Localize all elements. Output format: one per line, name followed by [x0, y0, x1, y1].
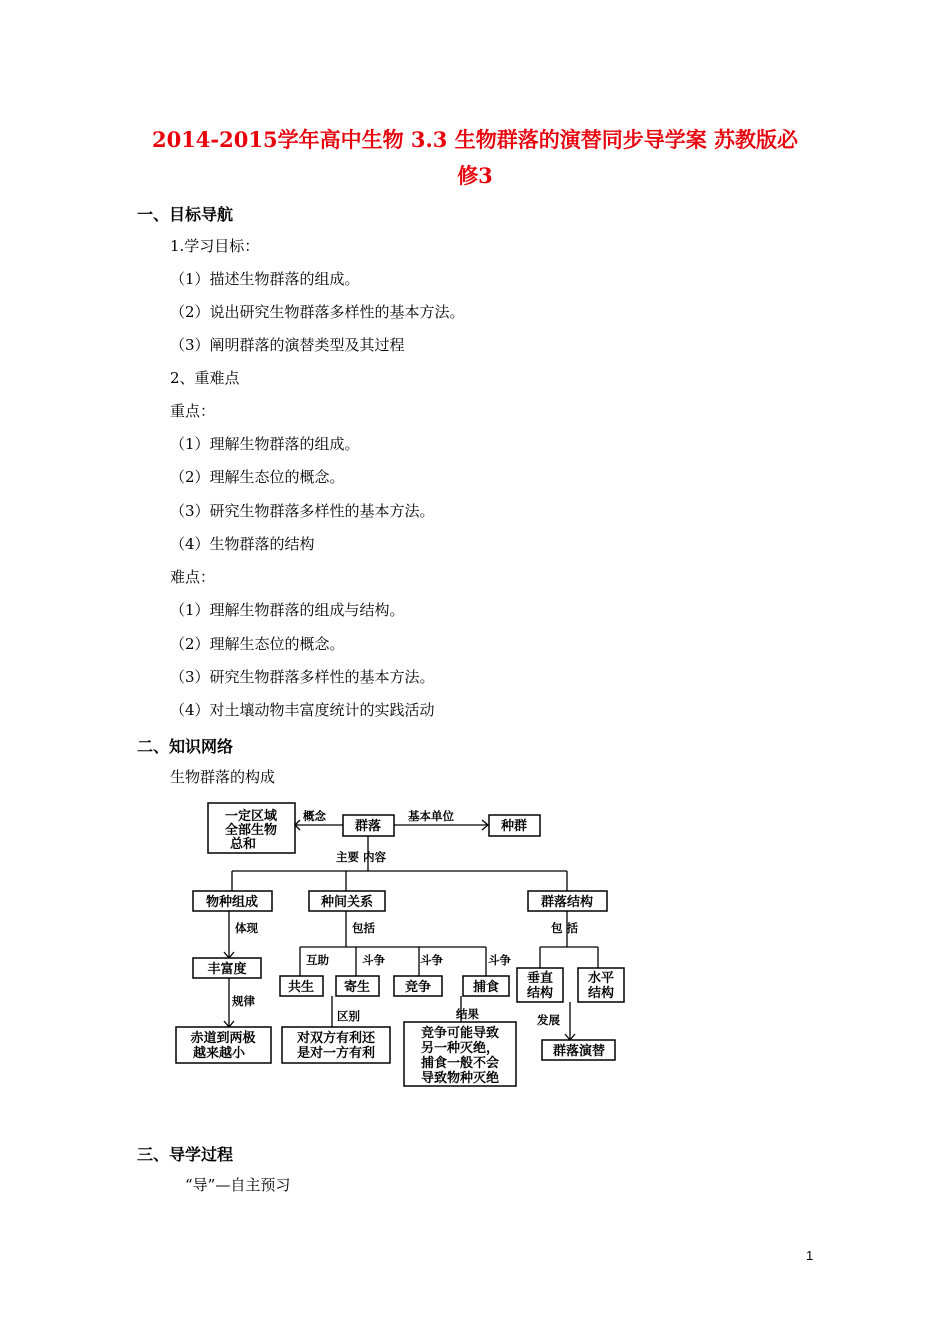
definition-text: 总和	[229, 837, 257, 852]
predation-text: 捕食	[472, 980, 500, 995]
document-title-line-2: 修3	[457, 163, 493, 188]
symbiosis-text: 共生	[287, 980, 315, 995]
population-text: 种群	[500, 819, 528, 834]
section-3-subtitle: “导”—自主预习	[185, 1176, 291, 1194]
section-1-item: （3）研究生物群落多样性的基本方法。	[170, 502, 435, 520]
section-1-item: （3）阐明群落的演替类型及其过程	[170, 336, 405, 354]
difference-text: 对双方有利还	[296, 1031, 376, 1046]
label-embodiment: 体现	[235, 921, 258, 935]
label-mutualism: 互助	[306, 953, 329, 967]
label-basic-unit: 基本单位	[408, 809, 454, 823]
label-result: 结果	[456, 1007, 479, 1021]
section-1-item: 重点：	[170, 402, 216, 420]
section-1-item: （2）理解生态位的概念。	[170, 635, 345, 653]
section-1-item: （1）理解生物群落的组成与结构。	[170, 601, 405, 619]
outcome-text: 竞争可能导致	[420, 1026, 500, 1041]
section-1-heading: 一、目标导航	[137, 205, 234, 224]
outcome-text: 另一种灭绝，	[420, 1041, 500, 1056]
label-struggle: 斗争	[420, 953, 443, 967]
section-2-subtitle: 生物群落的构成	[170, 768, 276, 786]
section-1-item: （1）理解生物群落的组成。	[170, 435, 360, 453]
difference-text: 是对一方有利	[296, 1046, 376, 1061]
label-include: 包括	[352, 921, 375, 935]
label-concept: 概念	[303, 809, 326, 823]
document-title-line-1: 2014-2015学年高中生物 3.3 生物群落的演替同步导学案 苏教版必	[151, 127, 799, 152]
label-pattern: 规律	[232, 994, 255, 1008]
parasitism-text: 寄生	[343, 980, 371, 995]
interspecific-relations-text: 种间关系	[320, 895, 374, 910]
definition-text: 全部生物	[224, 823, 278, 838]
section-1-item: （2）说出研究生物群落多样性的基本方法。	[170, 303, 465, 321]
species-composition-text: 物种组成	[205, 895, 259, 910]
outcome-text: 导致物种灭绝	[420, 1071, 500, 1086]
gradient-text: 赤道到两极	[190, 1031, 256, 1046]
definition-text: 一定区域	[224, 809, 278, 824]
vertical-structure-text: 垂直	[526, 971, 554, 986]
horizontal-structure-text: 水平	[587, 971, 615, 986]
section-2-heading: 二、知识网络	[137, 737, 234, 756]
section-1-item: （2）理解生态位的概念。	[170, 468, 345, 486]
competition-text: 竞争	[404, 980, 432, 995]
label-develop: 发展	[537, 1013, 560, 1027]
label-distinguish: 区别	[337, 1009, 360, 1023]
community-structure-text: 群落结构	[540, 895, 594, 910]
community-text: 群落	[354, 819, 382, 834]
succession-text: 群落演替	[552, 1044, 606, 1059]
section-1-item: （3）研究生物群落多样性的基本方法。	[170, 668, 435, 686]
section-1-item: 1.学习目标：	[170, 237, 260, 255]
label-include: 包 括	[551, 921, 579, 935]
section-1-item: （1）描述生物群落的组成。	[170, 270, 360, 288]
horizontal-structure-text: 结构	[587, 986, 615, 1001]
page-number: 1	[806, 1248, 814, 1263]
section-1-item: （4）生物群落的结构	[170, 535, 315, 553]
section-1-item: 难点：	[170, 568, 216, 586]
richness-text: 丰富度	[207, 962, 247, 977]
label-struggle: 斗争	[362, 953, 385, 967]
section-3-heading: 三、导学过程	[137, 1145, 234, 1164]
gradient-text: 越来越小	[192, 1046, 246, 1061]
label-main-content: 主要 内容	[336, 850, 387, 864]
section-1-item: （4）对土壤动物丰富度统计的实践活动	[170, 701, 435, 719]
vertical-structure-text: 结构	[526, 986, 554, 1001]
outcome-text: 捕食一般不会	[420, 1056, 500, 1071]
label-struggle: 斗争	[488, 953, 511, 967]
section-1-item: 2、重难点	[170, 369, 240, 387]
